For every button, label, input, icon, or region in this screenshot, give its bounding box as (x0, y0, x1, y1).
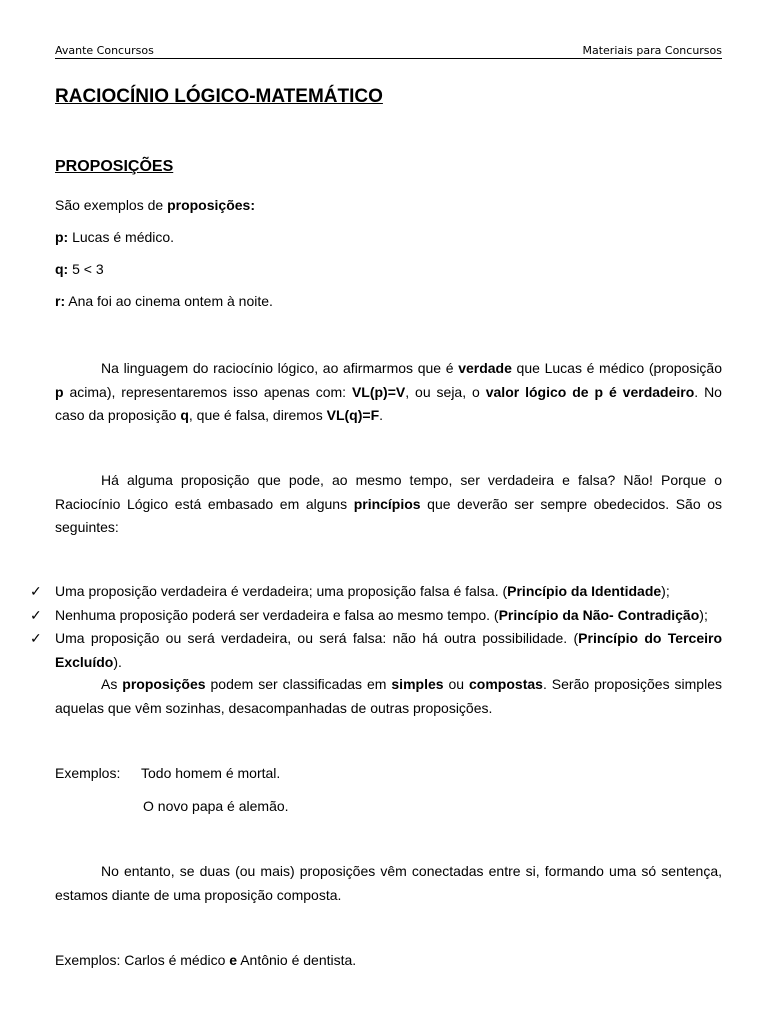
checkmark-icon: ✓ (30, 606, 42, 623)
section-title: PROPOSIÇÕES (55, 158, 174, 175)
examples-label: Exemplos: (55, 765, 121, 781)
header-right-text: Materiais para Concursos (582, 44, 722, 57)
paragraph-classificacao: As proposições podem ser classificadas em simples ou compostas. Serão proposições simples aquelas que vêm sozinhas, desacompanhadas de outras proposições. (55, 676, 722, 716)
checkmark-icon: ✓ (30, 630, 42, 646)
page-header (55, 43, 722, 59)
header-left-text: Avante Concursos (55, 44, 154, 57)
simple-example-1: Todo homem é mortal. (141, 765, 281, 781)
intro-line: São exemplos de proposições: (55, 197, 255, 213)
example-p: p: Lucas é médico. (55, 229, 175, 245)
paragraph-principios: Há alguma proposição que pode, ao mesmo tempo, ser verdadeira e falsa? Não! Porque o Raciocínio Lógico está embasado em alguns princípios que deverão ser sempre obedecidos. São os seguintes: (55, 472, 722, 535)
list-item: ✓ Nenhuma proposição poderá ser verdadeira e falsa ao mesmo tempo. (Princípio da Não- Contradição); (30, 604, 722, 628)
principles-list (30, 580, 722, 674)
example-q: q: 5 < 3 (55, 261, 104, 277)
paragraph-valor-logico: Na linguagem do raciocínio lógico, ao afirmarmos que é verdade que Lucas é médico (proposição p acima), representaremos isso apenas com: VL(p)=V, ou seja, o valor lógico de p é verdadeiro. No caso da proposição q, que é falsa, diremos VL(q)=F. (55, 360, 723, 423)
simple-example-2: O novo papa é alemão. (143, 798, 289, 814)
examples-label: Exemplos: (55, 952, 121, 968)
list-item: ✓ Uma proposição ou será verdadeira, ou será falsa: não há outra possibilidade. (Princípio do Terceiro Excluído). (30, 627, 722, 674)
checkmark-icon: ✓ (30, 583, 42, 599)
page-title: RACIOCÍNIO LÓGICO-MATEMÁTICO (55, 86, 383, 107)
simple-examples-line-1 (55, 762, 722, 786)
example-r: r: Ana foi ao cinema ontem à noite. (55, 293, 273, 309)
list-item: ✓ Uma proposição verdadeira é verdadeira; uma proposição falsa é falsa. (Princípio da Identidade); (30, 580, 722, 604)
compound-example-line: Exemplos: Carlos é médico e Antônio é dentista. (55, 952, 357, 968)
paragraph-composta: No entanto, se duas (ou mais) proposições vêm conectadas entre si, formando uma só sentença, estamos diante de uma proposição composta. (55, 863, 722, 903)
